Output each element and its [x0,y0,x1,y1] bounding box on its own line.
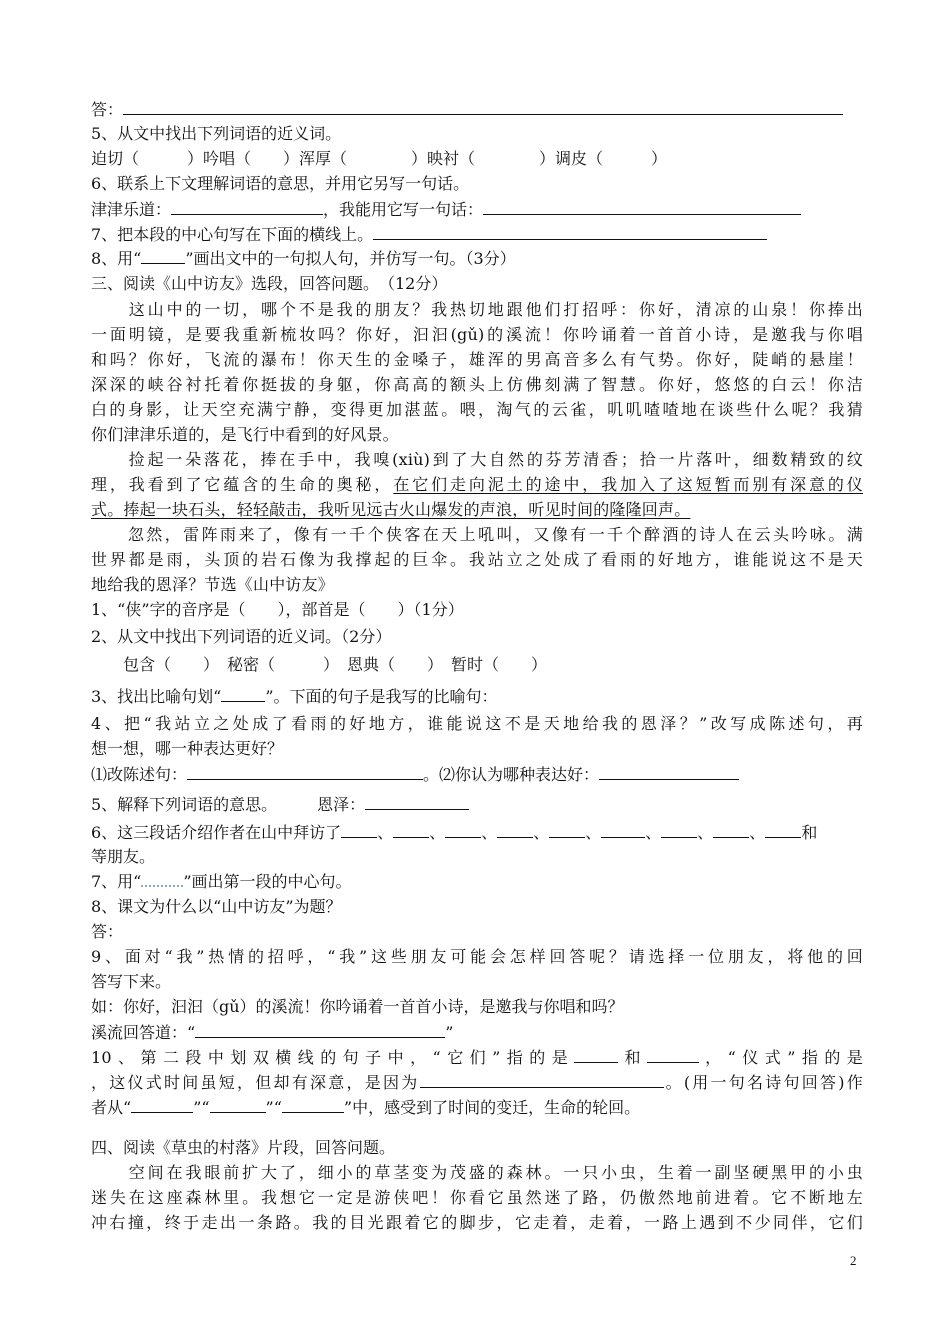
sense-blank-3[interactable] [282,1094,344,1113]
q3-3-text-b: ”。下面的句子是我写的比喻句： [265,687,498,706]
stream-reply-label: 溪流回答道：“ [91,1023,196,1042]
q3-5 [91,791,861,817]
passage-2-line-3 [91,497,863,522]
q3-2-words: 包含（ ） 秘密（ ） 恩典（ ） 暂时（ ） [91,655,548,674]
q3-9-line-2: 答写下来。 [91,972,172,991]
underlined-sentence-cont: 式。捧起一块石头，轻轻敲击，我听见远古火山爆发的声浪，听见时间的隆隆回声。 [91,500,691,519]
q3-6-text: 6、这三段话介绍作者在山中拜访了 [91,823,342,842]
q3-10-text-2b: 。(用一句名诗句回答)作 [663,1073,864,1092]
passage-3-line-1: 忽然，雷阵雨来了，像有一千个侠客在天上吼叫，又像有一千个醉酒的诗人在云头吟咏。满 [91,525,863,544]
underline-mark-2 [221,683,265,702]
enze-blank[interactable] [365,791,469,810]
q3-10-text-3a: 者从“ [91,1098,132,1117]
underlined-sentence: 在它们走向泥土的途中，我加入了这短暂而别有深意的仪 [393,475,863,494]
and-text: 和 [801,823,818,842]
close-quote: ” [445,1023,454,1042]
passage-2-text: 理，我看到了它蕴含的生命的奥秘， [91,475,394,494]
q3-7 [91,869,861,894]
section-4-heading: 四、阅读《草虫的村落》片段，回答问题。 [91,1138,396,1157]
sep: 、 [645,823,662,842]
q3-5-text: 5、解释下列词语的意思。 恩泽： [91,795,366,814]
q3-10-text-3d: ”中，感受到了时间的变迁，生命的轮回。 [343,1098,641,1117]
q3-10-line-3 [91,1094,861,1120]
sep: 、 [481,823,498,842]
q3-10-line-1 [91,1044,863,1070]
q3-7-text-a: 7、用“ [91,872,142,891]
they-blank-1[interactable] [574,1044,618,1063]
answer-blank[interactable] [123,96,843,115]
sep: 、 [429,823,446,842]
synonym-words: 迫切（ ）吟唱（ ）浑厚（ ）映衬（ ）调皮（ ） [91,149,668,168]
friend-blank-9[interactable] [765,819,801,838]
passage-4-line-3: 冲右撞，终于走出一条路。我的目光跟着它的脚步，它走着，走着，一路上遇到不少同伴，它们 [91,1213,863,1232]
passage-1-line-4: 深深的峡谷衬托着你挺拔的身躯，你高高的额头上仿佛刻满了智慧。你好，悠悠的白云！你洁 [91,375,863,394]
question-7 [91,221,861,247]
q3-6-line-2: 等朋友。 [91,847,156,866]
question-5: 5、从文中找出下列词语的近义词。 [91,124,342,143]
q3-9-answer [91,1019,861,1045]
stream-reply-blank[interactable] [195,1019,445,1038]
sep: 、 [377,823,394,842]
passage-3-line-3: 地给我的恩泽？节选《山中访友》 [91,575,335,594]
passage-2-line-2 [91,472,863,497]
q3-10-text-a: 10、第二段中划双横线的句子中，“它们”指的是 [91,1048,575,1067]
they-blank-2[interactable] [647,1044,699,1063]
q3-6-line-1 [91,819,861,845]
passage-1-line-3: 和吗？你好，飞流的瀑布！你天生的金嗓子，雄浑的男高音多么有气势。你好，陡峭的悬崖！ [91,350,863,369]
sense-blank-2[interactable] [210,1094,266,1113]
passage-1-line-2: 一面明镜，是要我重新梳妆吗？你好，汩汩(gǔ)的溪流！你吟诵着一首首小诗，是邀我与你唱 [91,325,863,344]
rewrite-label: ⑴改陈述句： [91,765,188,784]
q3-9-example: 如：你好，汩汩（gǔ）的溪流！你吟诵着一首首小诗，是邀我与你唱和吗？ [91,997,624,1016]
question-8-text-a: 8、用“ [91,249,142,268]
q3-10-text-2a: ，这仪式时间虽短，但却有深意，是因为 [91,1073,420,1092]
passage-4-line-1: 空间在我眼前扩大了，细小的草茎变为茂盛的森林。一只小虫，生着一副坚硬黑甲的小虫 [91,1163,863,1182]
q3-8-answer: 答： [91,922,124,941]
q3-3 [91,683,861,709]
preference-label: 。⑵你认为哪种表达好： [423,765,600,784]
quote-sep-2: ”“ [265,1098,282,1117]
sep: 、 [749,823,766,842]
q3-1: 1、“侠”字的音序是（ ），部首是（ ）（1分） [91,600,464,619]
q3-4-line-1: 4、把“我站立之处成了看雨的好地方，谁能说这不是天地给我的恩泽？”改写成陈述句，再 [91,714,863,733]
sense-blank-1[interactable] [131,1094,193,1113]
question-8 [91,246,861,271]
q3-3-text-a: 3、找出比喻句划“ [91,687,222,706]
passage-1-line-5: 白的身影，让天空充满宁静，变得更加湛蓝。喂，淘气的云雀，叽叽喳喳地在谈些什么呢？我猜 [91,400,863,419]
q3-10-and: 和 [618,1048,647,1067]
passage-1-line-6: 你们津津乐道的，是飞行中看到的好风景。 [91,425,399,444]
section-3-heading: 三、阅读《山中访友》选段，回答问题。 （12分） [91,274,448,293]
friend-blank-6[interactable] [601,819,645,838]
sep: 、 [533,823,550,842]
friend-blank-1[interactable] [341,819,377,838]
friend-blank-8[interactable] [713,819,749,838]
q3-9-line-1: 9、面对“我”热情的招呼，“我”这些朋友可能会怎样回答呢？请选择一位朋友，将他的回 [91,947,863,966]
question-6: 6、联系上下文理解词语的意思，并用它另写一句话。 [91,174,470,193]
q3-4-line-2: 想一想，哪一种表达更好？ [91,739,284,758]
friend-blank-7[interactable] [661,819,697,838]
friend-blank-2[interactable] [393,819,429,838]
passage-1-line-1: 这山中的一切，哪个不是我的朋友？我热切地跟他们打招呼：你好，清凉的山泉！你捧出 [91,300,863,319]
sep: 、 [585,823,602,842]
underline-mark [141,249,185,264]
question-8-text-b: ”画出文中的一句拟人句，并仿写一句。（3分） [185,249,516,268]
sentence-blank[interactable] [483,196,801,215]
sentence-prompt: ，我能用它写一句话： [323,200,484,219]
term-label: 津津乐道： [91,200,172,219]
friend-blank-3[interactable] [445,819,481,838]
passage-2-line-1: 捡起一朵落花，捧在手中，我嗅(xiù)到了大自然的芬芳清香；拾一片落叶，细数精致的纹 [91,450,863,469]
question-6-fill [91,196,861,222]
q3-10-text-c: ，“仪式”指的是 [698,1048,863,1067]
q3-8: 8、课文为什么以“山中访友”为题？ [91,897,342,916]
quote-sep-1: ”“ [193,1098,210,1117]
q3-7-text-b: ”画出第一段的中心句。 [183,872,352,891]
wavy-line-mark [141,869,183,887]
answer-label: 答： [91,100,124,119]
page-number: 2 [850,1253,857,1268]
q3-4-line-3 [91,761,861,787]
q3-10-line-2 [91,1069,863,1095]
sep: 、 [697,823,714,842]
central-sentence-blank[interactable] [373,221,767,240]
passage-4-line-2: 迷失在这座森林里。我想它一定是游侠吧！你看它虽然迷了路，仍傲然地前进着。它不断地左 [91,1188,863,1207]
question-7-text: 7、把本段的中心句写在下面的横线上。 [91,225,374,244]
friend-blank-4[interactable] [497,819,533,838]
friend-blank-5[interactable] [549,819,585,838]
preference-blank[interactable] [599,761,739,780]
poem-blank[interactable] [420,1069,664,1088]
q3-2: 2、从文中找出下列词语的近义词。（2分） [91,627,392,646]
meaning-blank[interactable] [171,196,323,215]
answer-line-top [91,96,861,122]
rewrite-blank[interactable] [187,761,423,780]
passage-3-line-2: 世界都是雨，头顶的岩石像为我撑起的巨伞。我站立之处成了看雨的好地方，谁能说这不是天 [91,550,863,569]
